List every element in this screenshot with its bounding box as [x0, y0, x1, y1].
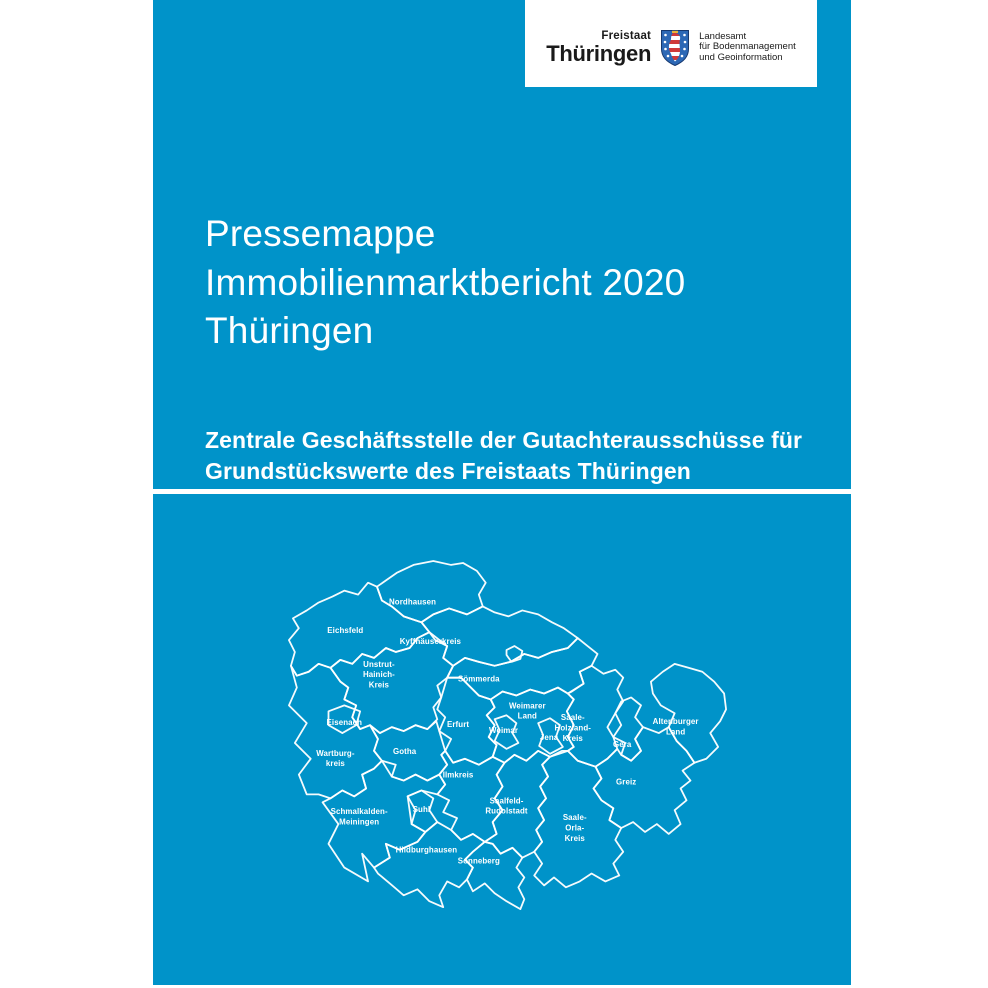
district-outline-soemmerda [447, 638, 597, 699]
page-title [205, 210, 685, 356]
district-label-saalfeld-rudolstadt: Saalfeld-Rudolstadt [485, 796, 528, 816]
subtitle-line-1: Zentrale Geschäftsstelle der Gutachterausschüsse für [205, 427, 803, 453]
district-label-kyffhaeuserkreis: Kyffhäuserkreis [399, 637, 461, 647]
district-label-weimarer-land: Weimarer Land [508, 701, 546, 721]
agency-line-2: für Bodenmanagement [699, 41, 796, 53]
district-label-eichsfeld: Eichsfeld [327, 626, 364, 636]
title-line-1: Pressemappe [205, 213, 436, 254]
district-label-weimar: Weimar [489, 726, 519, 736]
district-label-erfurt: Erfurt [446, 720, 470, 730]
logo-box [525, 0, 817, 87]
thuringia-district-map [283, 553, 733, 925]
divider-line [153, 489, 851, 494]
district-label-eisenach: Eisenach [326, 718, 363, 728]
district-label-jena: Jena [539, 732, 559, 742]
district-label-hildburghausen: Hildburghausen [395, 845, 458, 855]
district-label-nordhausen: Nordhausen [388, 597, 437, 607]
district-label-altenburger-land: Altenburger Land [652, 717, 699, 737]
district-label-wartburgkreis: Wartburg-kreis [316, 748, 355, 769]
district-label-saale-holzland-kreis: Saale-Holzland-Kreis [554, 713, 592, 743]
district-label-sonneberg: Sonneberg [457, 856, 500, 866]
district-label-suhl: Suhl [412, 805, 431, 815]
subtitle-line-2: Grundstückswerte des Freistaats Thüringen [205, 457, 691, 484]
district-label-saale-orla-kreis: Saale-Orla-Kreis [562, 813, 587, 843]
district-outline-altenburger-land [651, 664, 726, 763]
logo-thueringen-text: Thüringen [546, 41, 652, 66]
thuringia-coat-of-arms-icon [660, 29, 690, 67]
district-outline-greiz [594, 727, 695, 834]
logo-agency-text [699, 32, 796, 64]
title-line-2: Immobilienmarktbericht 2020 [205, 261, 686, 303]
agency-line-3: und Geoinformation [699, 51, 783, 63]
title-line-3: Thüringen [205, 310, 374, 351]
logo-freistaat-text: Freistaat [601, 30, 652, 42]
district-label-unstrut-hainich-kreis: Unstrut-Hainich-Kreis [362, 659, 395, 690]
cover-background [153, 0, 851, 985]
district-label-schmalkalden-meiningen: Schmalkalden-Meiningen [330, 807, 388, 827]
district-outline-gera [607, 697, 643, 760]
district-label-gotha: Gotha [392, 746, 417, 756]
district-label-soemmerda: Sömmerda [457, 674, 500, 684]
district-label-ilmkreis: Ilmkreis [442, 770, 474, 780]
logo-wordmark [546, 30, 651, 65]
page-subtitle [205, 425, 802, 486]
district-label-gera: Gera [613, 739, 632, 749]
agency-line-1: Landesamt [699, 30, 747, 42]
district-label-greiz: Greiz [616, 777, 637, 787]
